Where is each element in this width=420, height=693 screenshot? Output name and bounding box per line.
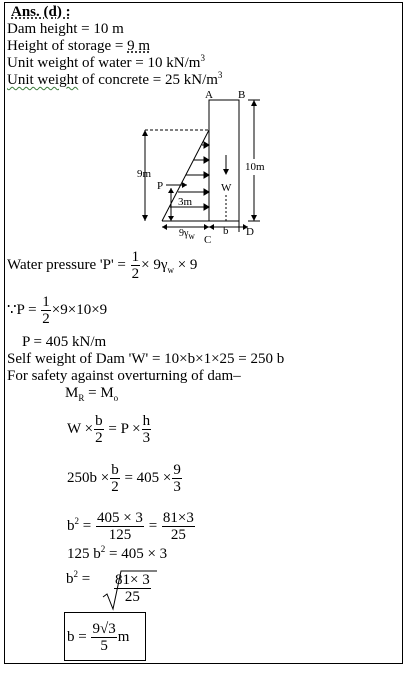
eq4-post: = 405 × 3 [105,546,168,562]
because-sym: ∵ [7,301,17,318]
given-dam-height: Dam height = 10 m [7,21,124,37]
eq1-d2: 3 [142,430,151,446]
eq4 [67,546,167,562]
wp-den: 2 [131,266,140,282]
final-unit: m [117,628,130,645]
mr-sub: R [78,393,85,403]
label-d: D [246,226,254,238]
mr-text: M [65,385,79,401]
eq3-n2: 81×3 [162,510,194,526]
wp-rest-a: × 9γ [141,256,168,273]
eq2-mid: = 405 × [120,469,172,486]
label-b: B [238,89,246,101]
cube-sup: 3 [200,53,205,63]
storage-height-value: 9 m [127,38,151,54]
eq1-frac2 [142,413,152,446]
eq2-frac2 [172,462,182,495]
eq5-frac-wrap [113,572,152,605]
final-frac [91,621,116,654]
eq2-d1: 2 [111,479,119,495]
eq4-exp: 2 [100,544,106,554]
base-water-sub: w [188,231,195,241]
label-c: C [204,234,212,246]
eq1-mid: = P × [104,420,141,437]
eq1-lhs: W × [67,420,94,437]
wp-rest-b: × 9 [173,256,198,273]
concrete-weight-label: Unit weight [7,72,79,88]
eq3-d2: 25 [170,527,186,543]
eq2-frac1 [110,462,120,495]
answer-label: Ans. (d) : [11,4,71,20]
p-rest: ×9×10×9 [51,301,108,318]
eq3 [67,510,196,543]
eq5 [66,571,90,587]
label-10m: 10m [245,161,265,173]
final-eq [67,621,129,654]
final-lhs: b = [67,628,91,645]
eq1-frac1 [94,413,104,446]
water-weight-text: Unit weight of water = 10 kN/m [7,55,201,71]
eq1-n2: h [142,413,151,429]
eq3-exp: 2 [74,515,79,526]
label-base-water [179,226,195,242]
eq2-n2: 9 [173,462,181,478]
cube-sup: 3 [217,70,223,80]
label-p: P [157,180,164,192]
eq2 [67,462,183,495]
label-w: W [221,182,232,194]
storage-height-label: Height of storage = [7,38,128,54]
label-9m: 9m [137,168,152,180]
p-pre: P = [16,301,41,318]
p-den: 2 [42,311,50,327]
label-b-dim: b [223,225,229,237]
dam-body [209,100,239,221]
eq3-frac2 [162,510,195,543]
eq1-d1: 2 [95,430,103,446]
eq5-lhs: b [66,571,74,587]
eq1-n1: b [95,413,103,429]
eq3-d1: 125 [108,527,132,543]
wp-num: 1 [131,249,140,265]
moments-eq [65,385,118,401]
dam-diagram [0,0,420,260]
eq3-n1: 405 × 3 [96,510,143,526]
eq5-den: 25 [124,589,140,605]
wp-fraction [131,249,141,282]
wp-label: Water pressure 'P' = [7,256,130,273]
eq5-frac [114,572,151,605]
mo-sub: o [113,393,119,403]
eq2-n1: b [111,462,119,478]
p-result: P = 405 kN/m [22,334,107,350]
eq4-pre: 125 b [67,546,101,562]
label-3m: 3m [178,196,193,208]
wp-sub: w [167,264,174,275]
eq3-eq: = [79,517,95,534]
eq3-eq2: = [144,517,161,534]
eq2-lhs: 250b × [67,469,110,486]
eq1 [67,413,152,446]
eq5-eq: = [78,571,91,587]
p-calc-eq [7,294,107,327]
base-water-text: 9γ [179,228,189,239]
safety-line: For safety against overturning of dam– [7,368,241,384]
eq3-lhs: b [67,517,75,534]
mo-text: = M [84,385,114,401]
eq5-exp: 2 [73,569,78,579]
self-weight: Self weight of Dam 'W' = 10×b×1×25 = 250 b [7,351,285,367]
concrete-weight-text: of concrete = 25 kN/m [78,72,218,88]
final-num: 9√3 [92,621,116,637]
eq3-frac1 [96,510,144,543]
final-den: 5 [100,638,108,654]
eq2-d2: 3 [173,479,181,495]
water-pressure-eq [7,249,197,282]
p-num: 1 [42,294,50,310]
eq5-num: 81× 3 [115,572,150,588]
p-fraction [41,294,51,327]
label-a: A [205,89,213,101]
